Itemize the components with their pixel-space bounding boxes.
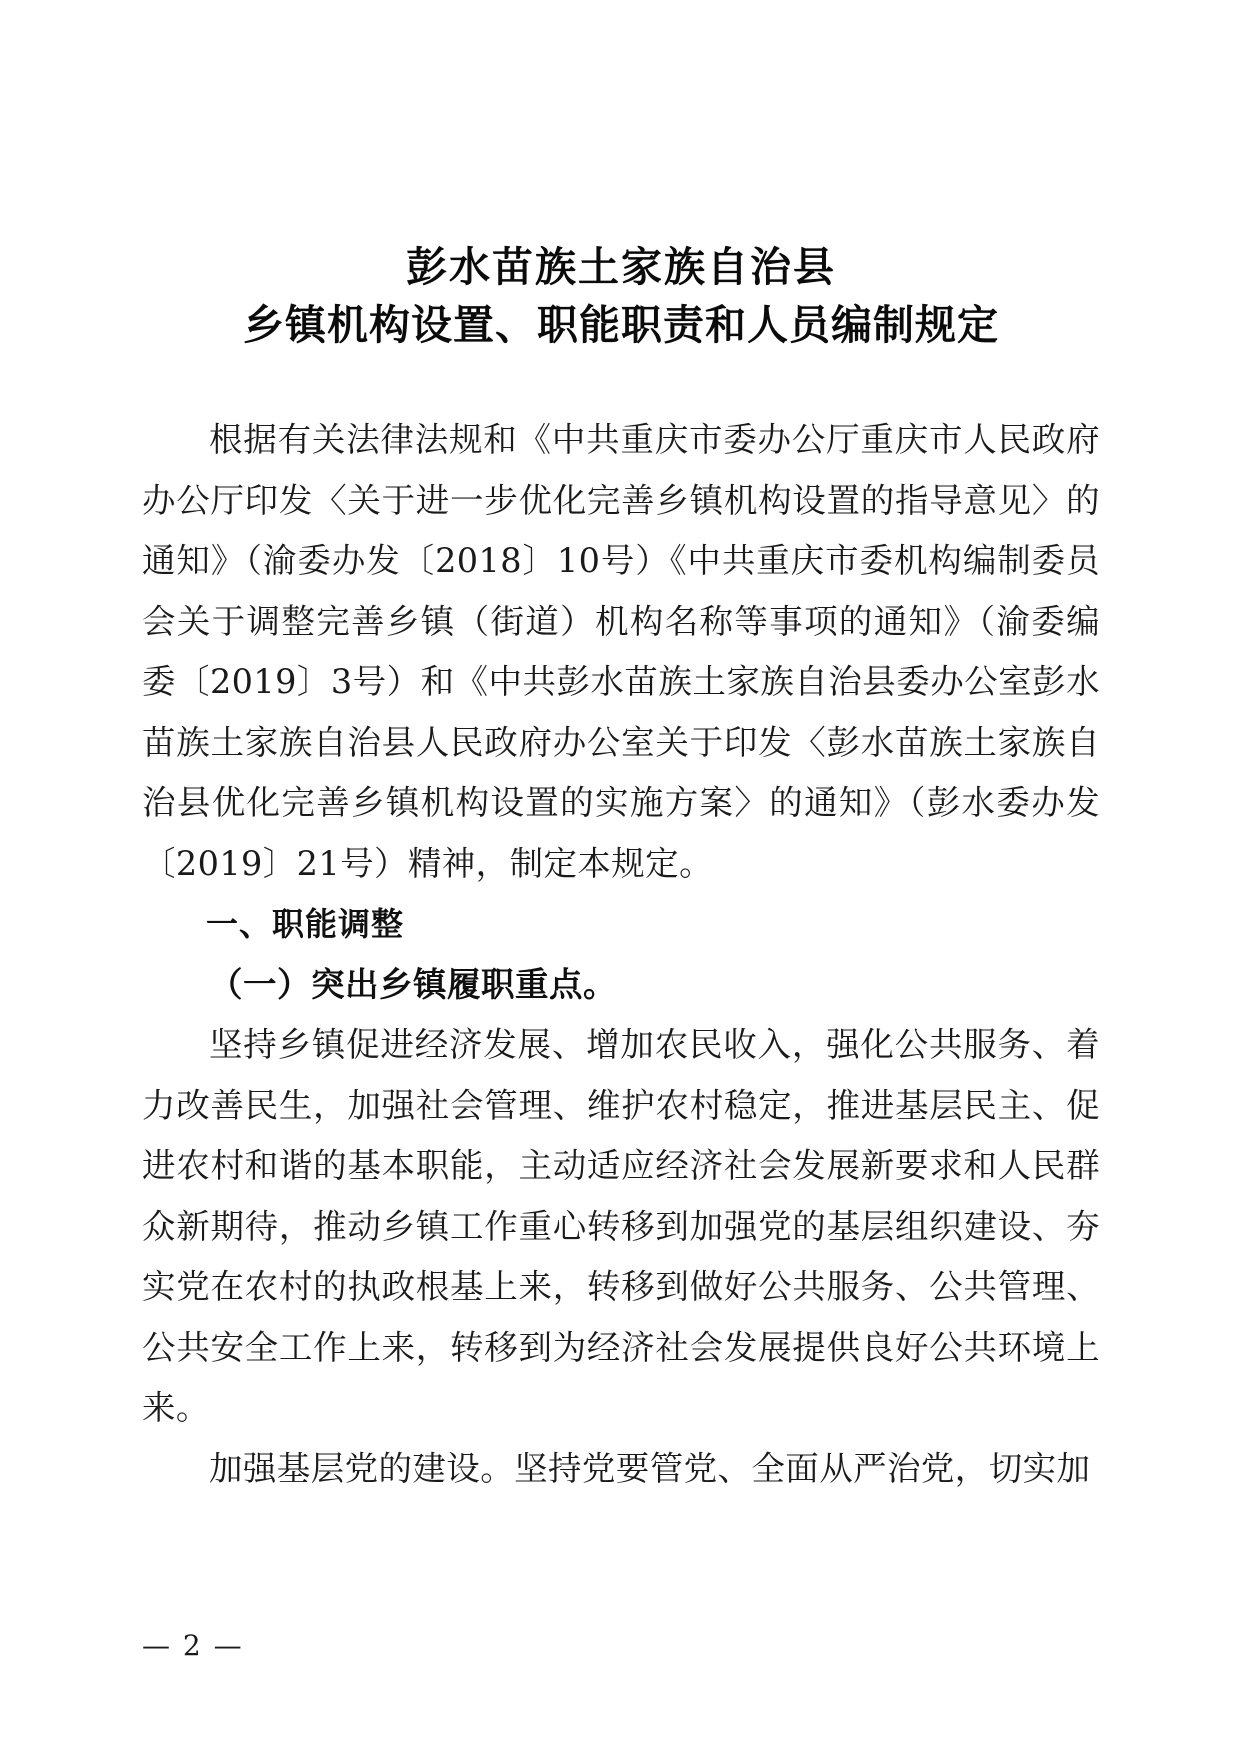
page-content (142, 0, 1100, 1499)
title-line-2: 乡镇机构设置、职能职责和人员编制规定 (243, 301, 999, 349)
page-number: — 2 — (142, 1629, 244, 1662)
title-line-1: 彭水苗族土家族自治县 (406, 243, 836, 291)
page-title (142, 238, 1100, 354)
paragraph-basis: 根据有关法律法规和《中共重庆市委办公厅重庆市人民政府办公厅印发〈关于进一步优化完善乡镇机构设置的指导意见〉的通知》（渝委办发〔2018〕10号）《中共重庆市委机构编制委员会关于调整完善乡镇（街道）机构名称等事项的通知》（渝委编委〔2019〕3号）和《中共彭水苗族土家族自治县委办公室彭水苗族土家族自治县人民政府办公室关于印发〈彭水苗族土家族自治县优化完善乡镇机构设置的实施方案〉的通知》（彭水委办发〔2019〕21号）精神，制定本规定。 (142, 420, 1100, 883)
paragraph-party-building: 加强基层党的建设。坚持党要管党、全面从严治党，切实加 (209, 1448, 1091, 1488)
section-heading-function-adjustment: 一、职能调整 (206, 905, 405, 943)
document-body (142, 410, 1100, 1499)
subsection-heading-township-duties: （一）突出乡镇履职重点。 (209, 964, 617, 1004)
paragraph-basic-functions: 坚持乡镇促进经济发展、增加农民收入，强化公共服务、着力改善民生，加强社会管理、维护农村稳定，推进基层民主、促进农村和谐的基本职能，主动适应经济社会发展新要求和人民群众新期待，推动乡镇工作重心转移到加强党的基层组织建设、夯实党在农村的执政根基上来，转移到做好公共服务、公共管理、公共安全工作上来，转移到为经济社会发展提供良好公共环境上来。 (142, 1025, 1100, 1427)
